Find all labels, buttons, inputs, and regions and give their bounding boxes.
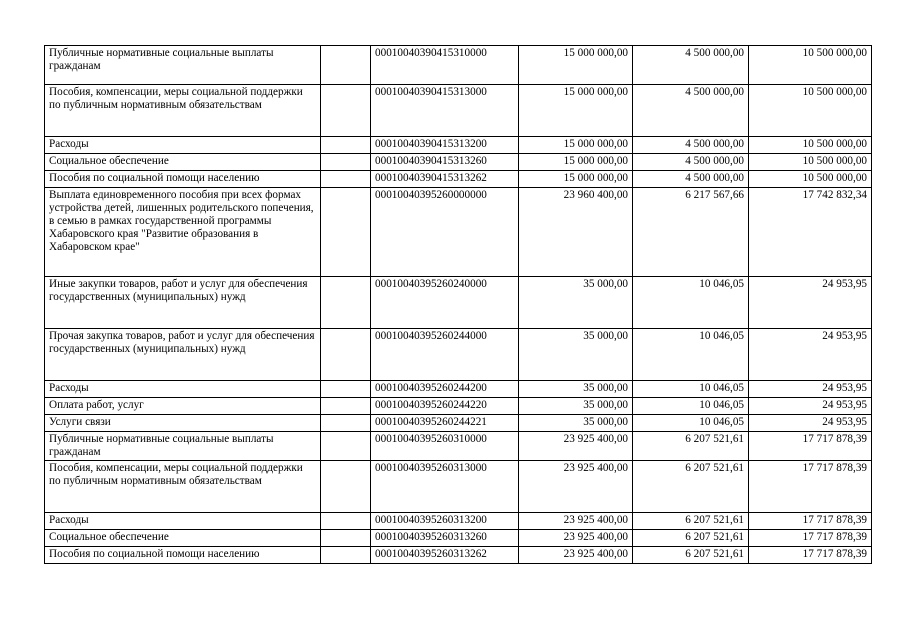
approved-amount-cell: 15 000 000,00	[519, 46, 633, 85]
empty-cell	[321, 137, 371, 154]
executed-amount-cell: 10 046,05	[633, 329, 749, 381]
item-name-cell: Выплата единовременного пособия при всех формах устройства детей, лишенных родительского попечения, в семью в рамках государственной программы Хабаровского края "Развитие образования в Хабаровском крае"	[45, 188, 321, 277]
item-name-cell: Оплата работ, услуг	[45, 398, 321, 415]
table-row	[45, 46, 872, 85]
executed-amount-cell: 10 046,05	[633, 277, 749, 329]
budget-code-cell: 00010040395260313000	[371, 461, 519, 513]
item-name-cell: Расходы	[45, 381, 321, 398]
budget-code-cell: 00010040390415313262	[371, 171, 519, 188]
budget-code-cell: 00010040395260310000	[371, 432, 519, 461]
item-name-cell: Пособия, компенсации, меры социальной поддержки по публичным нормативным обязательствам	[45, 461, 321, 513]
remainder-amount-cell: 10 500 000,00	[749, 85, 872, 137]
table-row	[45, 154, 872, 171]
table-row	[45, 329, 872, 381]
approved-amount-cell: 15 000 000,00	[519, 85, 633, 137]
remainder-amount-cell: 24 953,95	[749, 415, 872, 432]
empty-cell	[321, 277, 371, 329]
approved-amount-cell: 23 925 400,00	[519, 513, 633, 530]
approved-amount-cell: 35 000,00	[519, 381, 633, 398]
empty-cell	[321, 432, 371, 461]
executed-amount-cell: 6 207 521,61	[633, 513, 749, 530]
item-name-cell: Услуги связи	[45, 415, 321, 432]
budget-code-cell: 00010040390415313200	[371, 137, 519, 154]
budget-code-cell: 00010040395260313260	[371, 530, 519, 547]
remainder-amount-cell: 24 953,95	[749, 329, 872, 381]
remainder-amount-cell: 17 717 878,39	[749, 461, 872, 513]
item-name-cell: Социальное обеспечение	[45, 154, 321, 171]
remainder-amount-cell: 24 953,95	[749, 277, 872, 329]
remainder-amount-cell: 10 500 000,00	[749, 171, 872, 188]
item-name-cell: Расходы	[45, 513, 321, 530]
table-row	[45, 461, 872, 513]
remainder-amount-cell: 10 500 000,00	[749, 137, 872, 154]
budget-code-cell: 00010040395260000000	[371, 188, 519, 277]
executed-amount-cell: 6 207 521,61	[633, 432, 749, 461]
item-name-cell: Пособия по социальной помощи населению	[45, 547, 321, 564]
empty-cell	[321, 547, 371, 564]
approved-amount-cell: 15 000 000,00	[519, 154, 633, 171]
empty-cell	[321, 530, 371, 547]
item-name-cell: Иные закупки товаров, работ и услуг для обеспечения государственных (муниципальных) нужд	[45, 277, 321, 329]
remainder-amount-cell: 17 717 878,39	[749, 530, 872, 547]
remainder-amount-cell: 24 953,95	[749, 381, 872, 398]
approved-amount-cell: 23 925 400,00	[519, 432, 633, 461]
executed-amount-cell: 6 207 521,61	[633, 530, 749, 547]
executed-amount-cell: 4 500 000,00	[633, 154, 749, 171]
remainder-amount-cell: 17 717 878,39	[749, 547, 872, 564]
budget-code-cell: 00010040395260240000	[371, 277, 519, 329]
approved-amount-cell: 35 000,00	[519, 415, 633, 432]
approved-amount-cell: 15 000 000,00	[519, 137, 633, 154]
table-row	[45, 432, 872, 461]
budget-table	[44, 45, 872, 564]
empty-cell	[321, 415, 371, 432]
approved-amount-cell: 23 925 400,00	[519, 547, 633, 564]
budget-code-cell: 00010040395260313200	[371, 513, 519, 530]
executed-amount-cell: 4 500 000,00	[633, 171, 749, 188]
executed-amount-cell: 6 207 521,61	[633, 547, 749, 564]
executed-amount-cell: 4 500 000,00	[633, 46, 749, 85]
item-name-cell: Расходы	[45, 137, 321, 154]
executed-amount-cell: 10 046,05	[633, 381, 749, 398]
empty-cell	[321, 154, 371, 171]
executed-amount-cell: 4 500 000,00	[633, 85, 749, 137]
approved-amount-cell: 23 960 400,00	[519, 188, 633, 277]
approved-amount-cell: 23 925 400,00	[519, 530, 633, 547]
budget-code-cell: 00010040395260244221	[371, 415, 519, 432]
executed-amount-cell: 4 500 000,00	[633, 137, 749, 154]
remainder-amount-cell: 10 500 000,00	[749, 154, 872, 171]
remainder-amount-cell: 17 717 878,39	[749, 513, 872, 530]
table-row	[45, 530, 872, 547]
table-row	[45, 277, 872, 329]
budget-code-cell: 00010040390415310000	[371, 46, 519, 85]
item-name-cell: Социальное обеспечение	[45, 530, 321, 547]
empty-cell	[321, 461, 371, 513]
empty-cell	[321, 513, 371, 530]
budget-code-cell: 00010040390415313000	[371, 85, 519, 137]
approved-amount-cell: 35 000,00	[519, 277, 633, 329]
budget-code-cell: 00010040395260313262	[371, 547, 519, 564]
table-row	[45, 415, 872, 432]
empty-cell	[321, 188, 371, 277]
executed-amount-cell: 6 207 521,61	[633, 461, 749, 513]
executed-amount-cell: 10 046,05	[633, 415, 749, 432]
item-name-cell: Пособия по социальной помощи населению	[45, 171, 321, 188]
remainder-amount-cell: 10 500 000,00	[749, 46, 872, 85]
table-row	[45, 547, 872, 564]
approved-amount-cell: 35 000,00	[519, 329, 633, 381]
table-row	[45, 398, 872, 415]
empty-cell	[321, 329, 371, 381]
empty-cell	[321, 381, 371, 398]
item-name-cell: Публичные нормативные социальные выплаты гражданам	[45, 46, 321, 85]
item-name-cell: Прочая закупка товаров, работ и услуг для обеспечения государственных (муниципальных) нужд	[45, 329, 321, 381]
remainder-amount-cell: 24 953,95	[749, 398, 872, 415]
table-row	[45, 381, 872, 398]
empty-cell	[321, 46, 371, 85]
executed-amount-cell: 10 046,05	[633, 398, 749, 415]
table-row	[45, 513, 872, 530]
table-row	[45, 137, 872, 154]
approved-amount-cell: 15 000 000,00	[519, 171, 633, 188]
approved-amount-cell: 35 000,00	[519, 398, 633, 415]
table-row	[45, 171, 872, 188]
budget-code-cell: 00010040395260244200	[371, 381, 519, 398]
executed-amount-cell: 6 217 567,66	[633, 188, 749, 277]
budget-code-cell: 00010040395260244220	[371, 398, 519, 415]
empty-cell	[321, 171, 371, 188]
table-row	[45, 188, 872, 277]
item-name-cell: Публичные нормативные социальные выплаты гражданам	[45, 432, 321, 461]
table-body	[45, 46, 872, 564]
approved-amount-cell: 23 925 400,00	[519, 461, 633, 513]
budget-code-cell: 00010040390415313260	[371, 154, 519, 171]
empty-cell	[321, 398, 371, 415]
remainder-amount-cell: 17 717 878,39	[749, 432, 872, 461]
empty-cell	[321, 85, 371, 137]
budget-code-cell: 00010040395260244000	[371, 329, 519, 381]
item-name-cell: Пособия, компенсации, меры социальной поддержки по публичным нормативным обязательствам	[45, 85, 321, 137]
table-row	[45, 85, 872, 137]
remainder-amount-cell: 17 742 832,34	[749, 188, 872, 277]
